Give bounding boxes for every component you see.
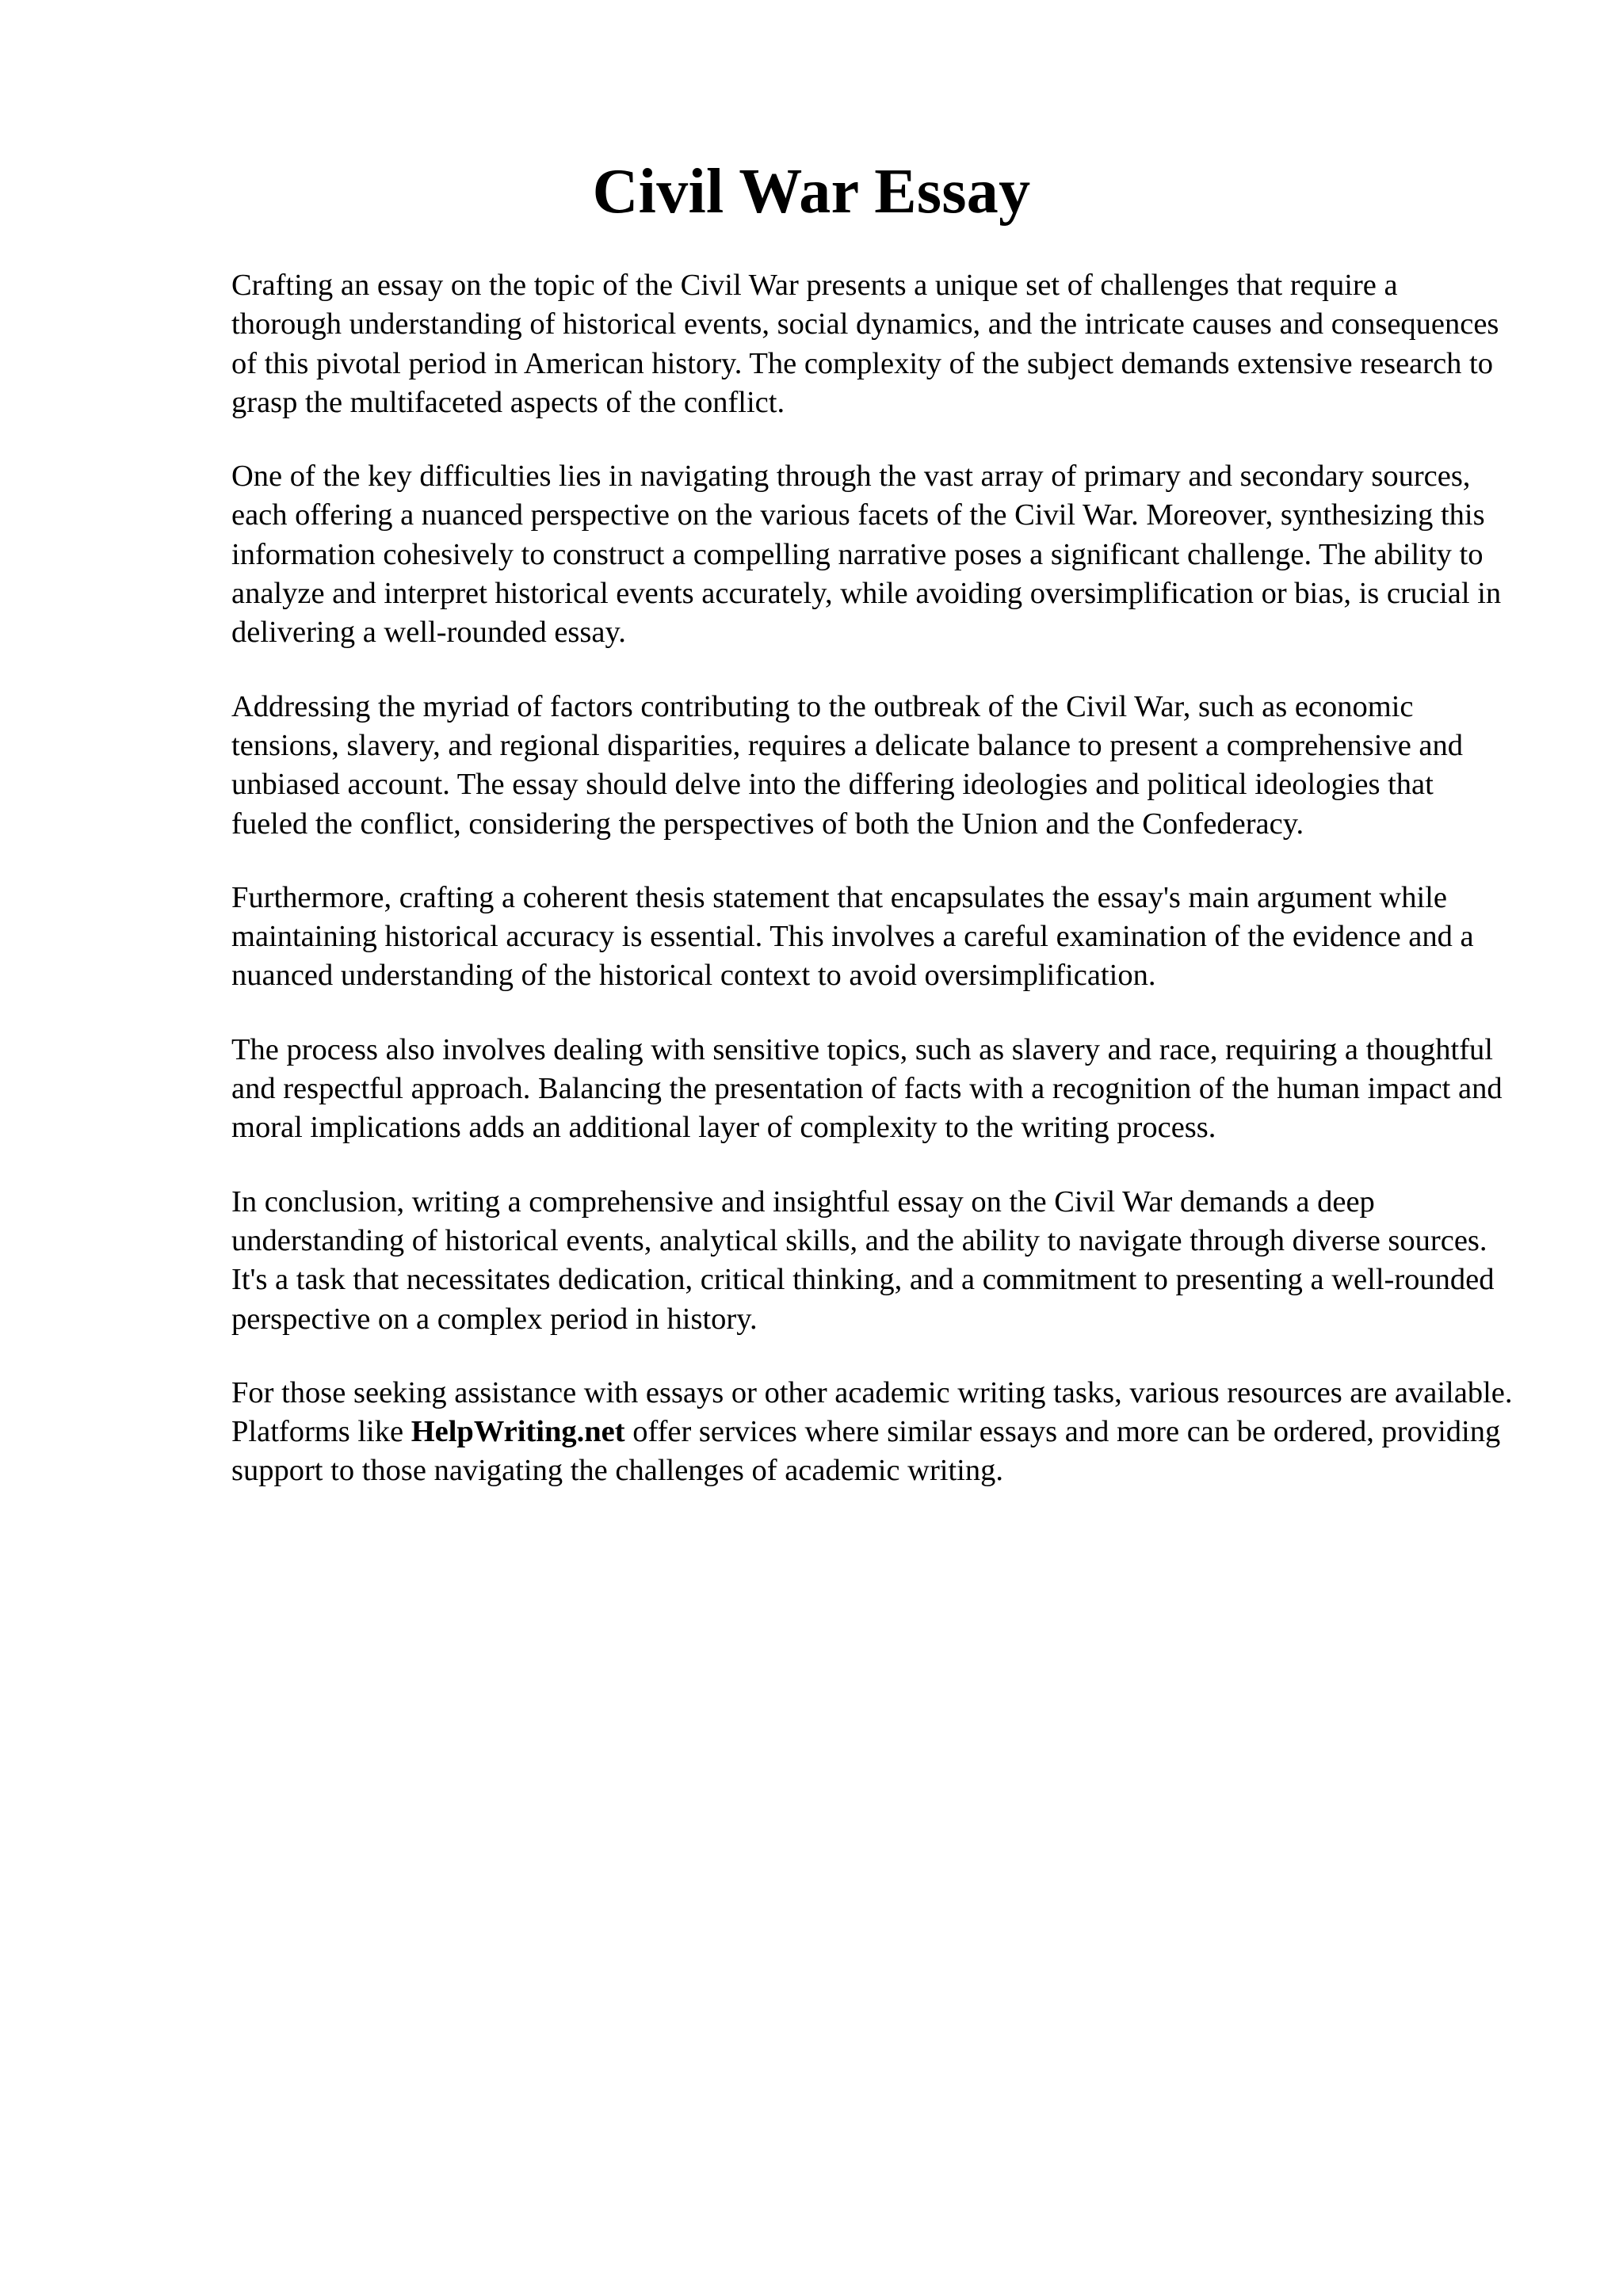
paragraph-1: Crafting an essay on the topic of the Civil War presents a unique set of challenges that require a thorough understanding of historical events, social dynamics, and the intricate causes and consequences of this pivotal period in American history. The complexity of the subject demands extensive research to grasp the multifaceted aspects of the conflict. [231,269,1499,419]
paragraph-3: Addressing the myriad of factors contributing to the outbreak of the Civil War, such as economic tensions, slavery, and regional disparities, requires a delicate balance to present a comprehensive and unbiased account. The essay should delve into the differing ideologies and political ideologies that fueled the conflict, considering the perspectives of both the Union and the Confederacy. [231,689,1464,841]
closing-paragraph [231,1374,1515,1491]
document-title: Civil War Essay [592,157,1031,227]
paragraph-2: One of the key difficulties lies in navigating through the vast array of primary and secondary sources, each offering a nuanced perspective on the various facets of the Civil War. Moreover, synthesizing this information cohesively to construct a compelling narrative poses a significant challenge. The ability to analyze and interpret historical events accurately, while avoiding oversimplification or bias, is crucial in delivering a well-rounded essay. [231,460,1502,650]
closing-text-before: For those seeking assistance with essays or other academic writing tasks, various resources are available. Platforms like [231,1375,1513,1449]
paragraph-5: The process also involves dealing with sensitive topics, such as slavery and race, requiring a thoughtful and respectful approach. Balancing the presentation of facts with a recognition of the human impact and moral implications adds an additional layer of complexity to the writing process. [231,1032,1503,1145]
document-body [231,266,1515,1491]
brand-name: HelpWriting.net [411,1415,625,1449]
paragraph-4: Furthermore, crafting a coherent thesis statement that encapsulates the essay's main argument while maintaining historical accuracy is essential. This involves a careful examination of the evidence and a nuanced understanding of the historical context to avoid oversimplification. [231,880,1474,993]
paragraph-6: In conclusion, writing a comprehensive and insightful essay on the Civil War demands a deep understanding of historical events, analytical skills, and the ability to navigate through diverse sources. It's a task that necessitates dedication, critical thinking, and a commitment to presenting a well-rounded perspective on a complex period in history. [231,1184,1495,1336]
closing-text-after: offer services where similar essays and more can be ordered, providing support to those navigating the challenges of academic writing. [231,1415,1501,1488]
